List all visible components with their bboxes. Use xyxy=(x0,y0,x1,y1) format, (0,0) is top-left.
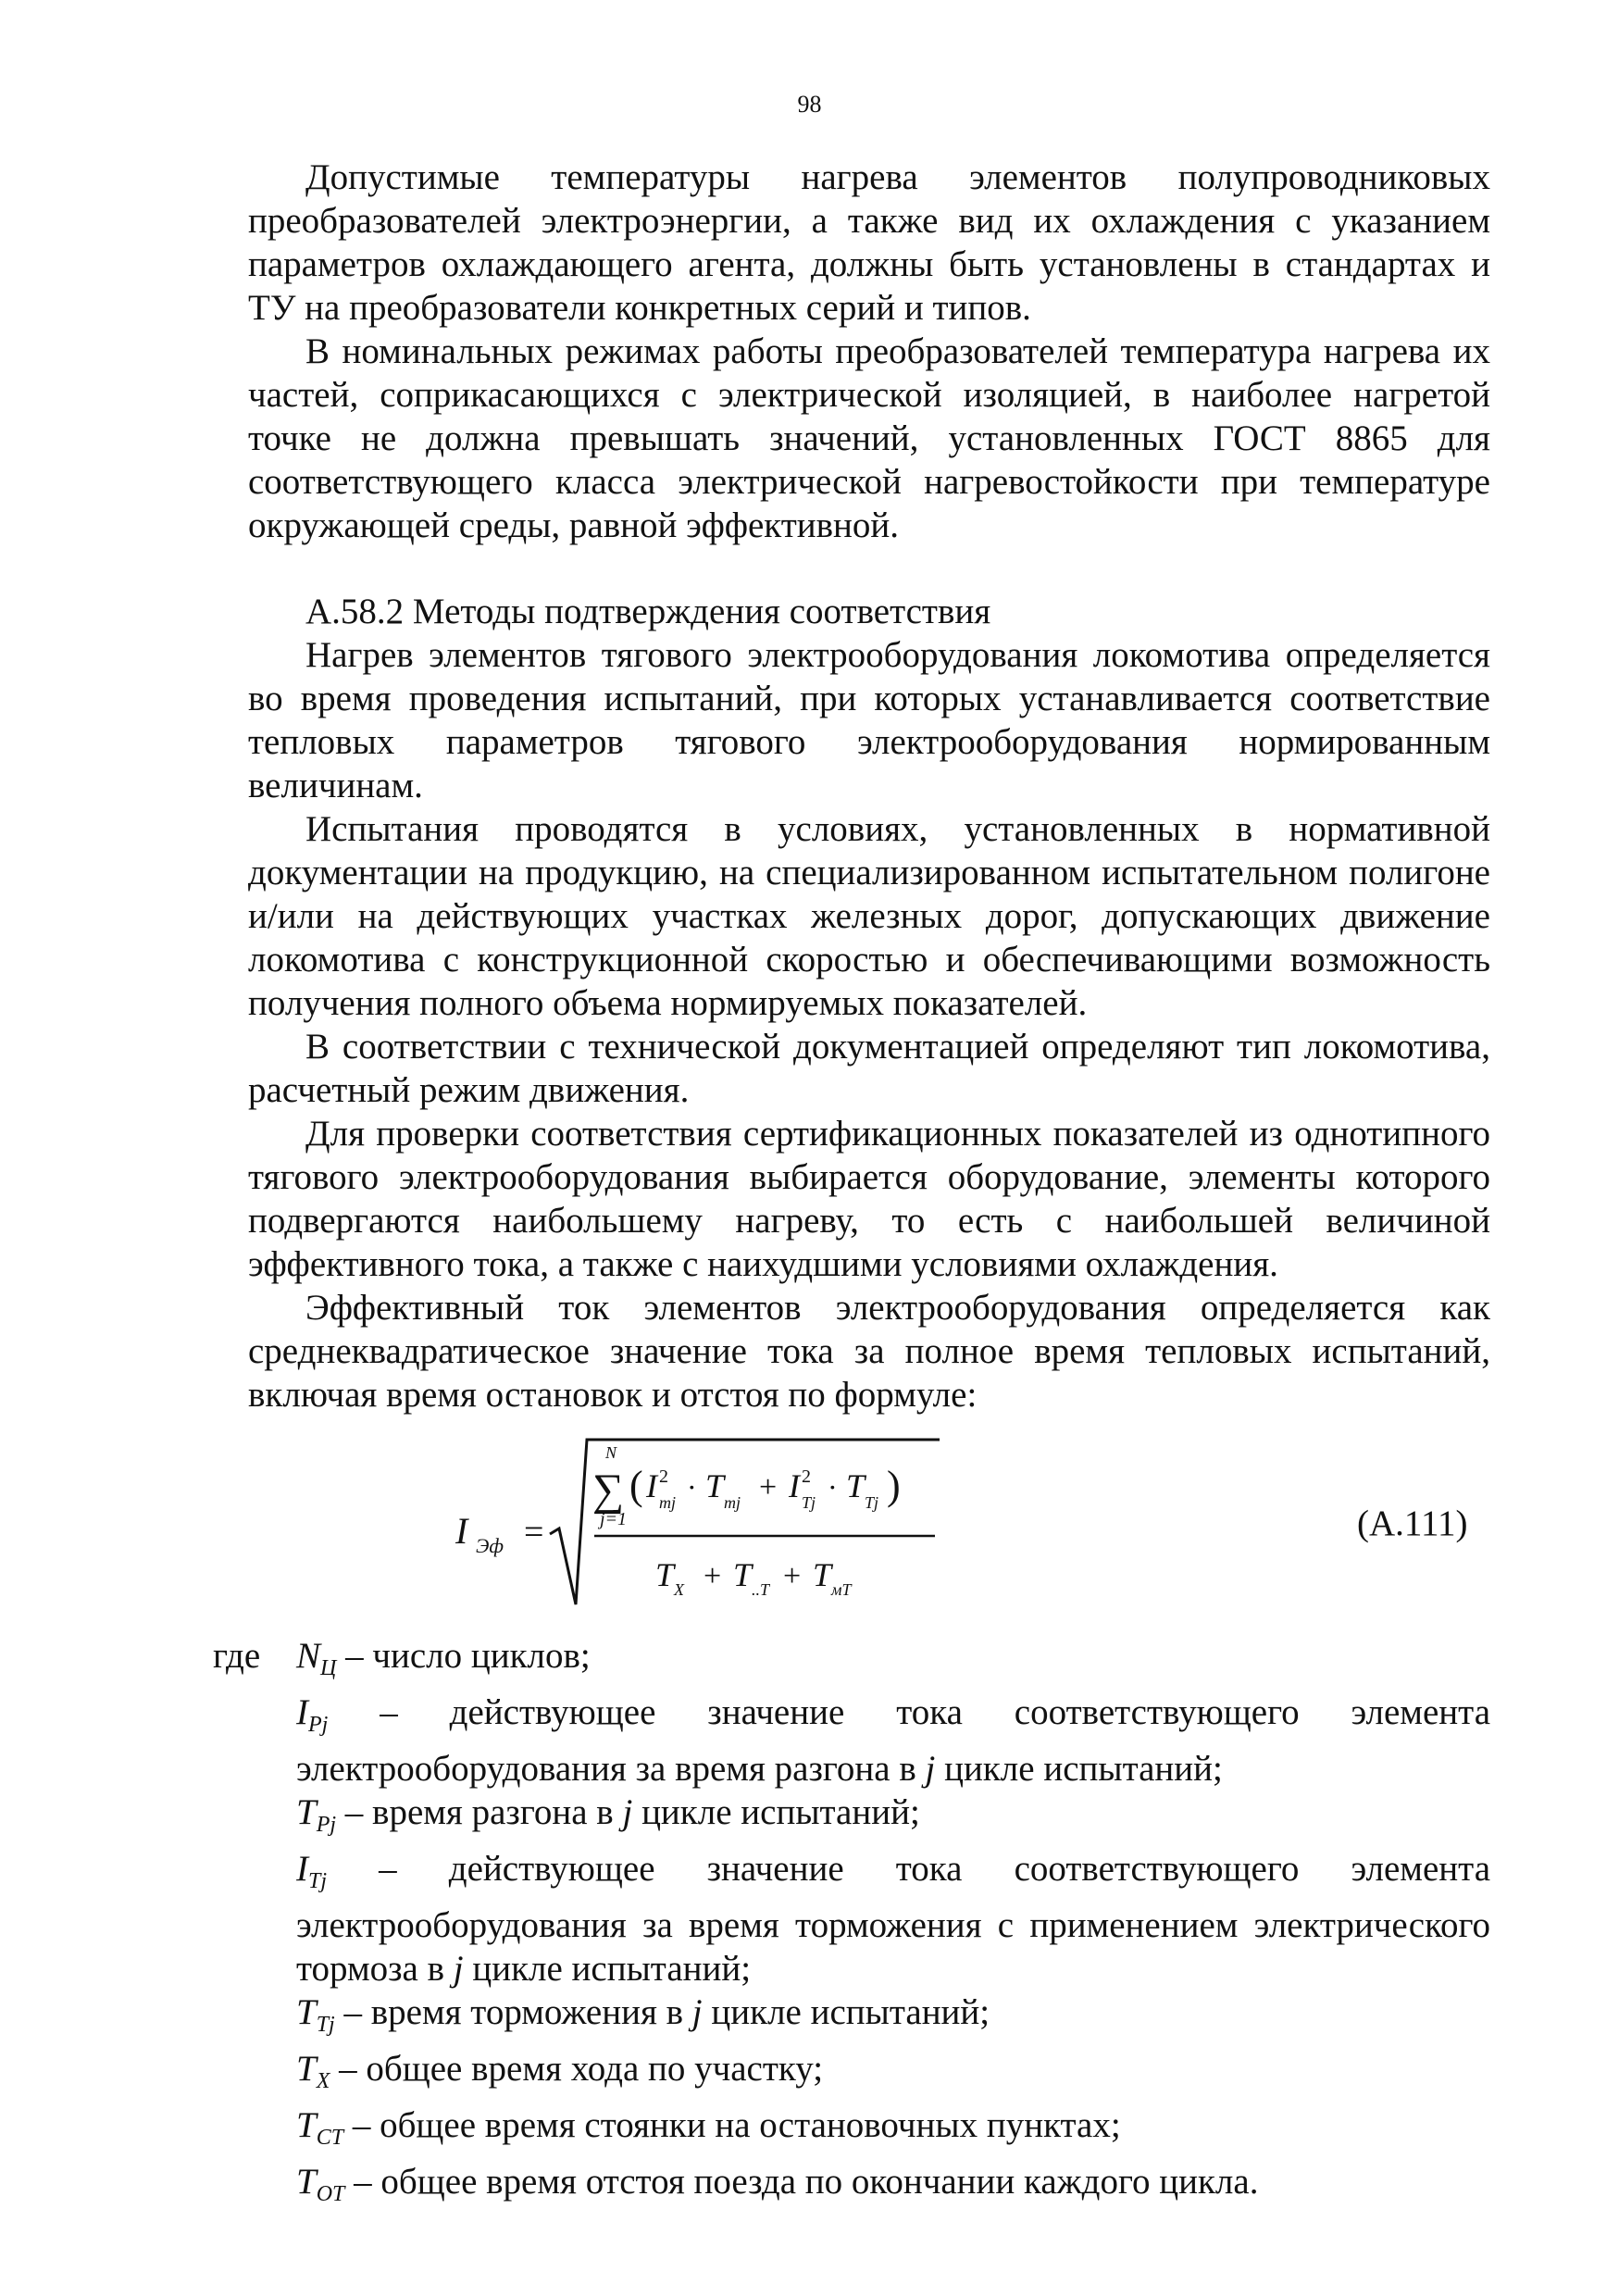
definition-text: – общее время отстоя поезда по окончании каждого цикла. xyxy=(344,2162,1259,2202)
definition-text: – время торможения в xyxy=(334,1992,692,2032)
definition-text: – время разгона в xyxy=(336,1792,623,1832)
paragraph-locomotive-type: В соответствии с технической документацией определяют тип локомотива, расчетный режим движения. xyxy=(248,1027,1490,1110)
denominator-T3: T xyxy=(813,1556,832,1593)
denominator-plus1: + xyxy=(704,1559,722,1593)
definition-item xyxy=(296,2160,1490,2216)
page-number: 98 xyxy=(797,91,822,118)
definition-subscript: Pj xyxy=(308,1713,329,1737)
numerator-open: ( xyxy=(629,1463,643,1508)
numerator-dot1: · xyxy=(687,1470,697,1504)
definition-text: – общее время стоянки на остановочных пунктах; xyxy=(343,2105,1121,2145)
numerator-I2-sub: Tj xyxy=(802,1493,816,1512)
definition-symbol: T xyxy=(296,1992,317,2032)
paragraph-temperature-limits: Допустимые температуры нагрева элементов полупроводниковых преобразователей электроэнергии, а также вид их охлаждения с указанием параметров охлаждающего агента, должны быть установлены в стандартах и ТУ на преобразователи конкретных серий и типов. xyxy=(248,157,1490,328)
definition-symbol: N xyxy=(296,1636,321,1676)
denominator-T2: T xyxy=(733,1556,753,1593)
numerator-close: ) xyxy=(887,1463,901,1508)
formula-lhs: I xyxy=(455,1510,468,1552)
numerator-T2: T xyxy=(846,1467,866,1504)
definition-index: j xyxy=(622,1792,633,1832)
definition-item xyxy=(296,1791,1490,1847)
numerator-I1-sup: 2 xyxy=(659,1466,668,1487)
definition-symbol: T xyxy=(296,2105,317,2145)
numerator-plus: + xyxy=(759,1470,778,1504)
definition-subscript: Ц xyxy=(320,1656,337,1680)
definition-tail: цикле испытаний; xyxy=(702,1992,990,2032)
definition-item xyxy=(296,1634,1490,1691)
numerator-I1: I xyxy=(646,1467,657,1504)
denominator-T2-sub: ..T xyxy=(752,1580,770,1599)
definition-item xyxy=(296,1691,1490,1791)
definition-symbol: I xyxy=(296,1849,308,1889)
definition-subscript: Pj xyxy=(316,1813,337,1837)
definition-tail: цикле испытаний; xyxy=(935,1749,1223,1789)
denominator-T1: T xyxy=(655,1556,675,1593)
definition-symbol: T xyxy=(296,1792,317,1832)
definition-index: j xyxy=(453,1949,464,1989)
definition-symbol: I xyxy=(296,1692,308,1732)
sum-lower: j=1 xyxy=(600,1509,628,1529)
definition-text: – общее время хода по участку; xyxy=(330,2049,824,2089)
formula-number: (А.111) xyxy=(1357,1504,1468,1543)
numerator-T1: T xyxy=(705,1467,725,1504)
numerator-T2-sub: Tj xyxy=(865,1493,879,1512)
definition-item xyxy=(296,2103,1490,2160)
definition-subscript: CT xyxy=(316,2126,344,2150)
numerator-dot2: · xyxy=(828,1470,838,1504)
sum-sign: ∑ xyxy=(592,1466,625,1515)
formula-graphic xyxy=(444,1430,963,1616)
where-label: где xyxy=(213,1636,261,1676)
definition-subscript: Tj xyxy=(308,1869,328,1893)
paragraph-equipment-selection: Для проверки соответствия сертификационных показателей из однотипного тягового электрооборудования выбирается оборудование, элементы которого подвергаются наибольшему нагреву, то есть с наибольшей величиной эффективного тока, а также с наихудшими условиями охлаждения. xyxy=(248,1114,1490,1284)
numerator-I2-sup: 2 xyxy=(802,1466,811,1487)
definition-text: – число циклов; xyxy=(336,1636,591,1676)
definition-subscript: OT xyxy=(316,2182,345,2206)
definition-index: j xyxy=(925,1749,936,1789)
definition-subscript: X xyxy=(316,2069,330,2093)
definition-text: – действующее значение тока соответствующего элемента электрооборудования за время торможения с применением электрического тормоза в xyxy=(296,1849,1490,1989)
definition-item xyxy=(296,2047,1490,2103)
denominator-T3-sub: мT xyxy=(831,1580,852,1599)
definition-tail: цикле испытаний; xyxy=(463,1949,752,1989)
definition-symbol: T xyxy=(296,2162,317,2202)
paragraph-effective-current: Эффективный ток элементов электрооборудования определяется как среднеквадратическое значение тока за полное время тепловых испытаний, включая время остановок и отстоя по формуле: xyxy=(248,1288,1490,1415)
definition-item xyxy=(296,1847,1490,1990)
definition-tail: цикле испытаний; xyxy=(632,1792,920,1832)
denominator-plus2: + xyxy=(783,1559,802,1593)
section-heading: А.58.2 Методы подтверждения соответствия xyxy=(305,592,991,631)
paragraph-test-conditions: Испытания проводятся в условиях, установленных в нормативной документации на продукцию, на специализированном испытательном полигоне и/или на действующих участках железных дорог, допускающих движение локомотива с конструкционной скоростью и обеспечивающими возможность получения полного объема нормируемых показателей. xyxy=(248,809,1490,1023)
definition-index: j xyxy=(691,1992,703,2032)
sum-upper: N xyxy=(605,1443,617,1462)
definition-subscript: Tj xyxy=(316,2013,335,2037)
formula-a111 xyxy=(444,1430,963,1616)
definition-symbol: T xyxy=(296,2049,317,2089)
definitions-list xyxy=(296,1634,1490,2216)
numerator-T1-sub: mj xyxy=(724,1493,741,1512)
definition-text: – действующее значение тока соответствующего элемента электрооборудования за время разгона в xyxy=(296,1692,1490,1789)
formula-equals: = xyxy=(524,1513,544,1552)
numerator-I1-sub: mj xyxy=(659,1493,676,1512)
paragraph-nominal-modes: В номинальных режимах работы преобразователей температура нагрева их частей, соприкасающихся с электрической изоляцией, в наиболее нагретой точке не должна превышать значений, установленных ГОСТ 8865 для соответствующего класса электрической нагревостойкости при температуре окружающей среды, равной эффективной. xyxy=(248,331,1490,545)
paragraph-heating-test: Нагрев элементов тягового электрооборудования локомотива определяется во время проведения испытаний, при которых устанавливается соответствие тепловых параметров тягового электрооборудования нормированным величинам. xyxy=(248,635,1490,805)
formula-lhs-sub: Эф xyxy=(476,1534,504,1557)
definition-item xyxy=(296,1990,1490,2047)
denominator-T1-sub: X xyxy=(674,1580,684,1599)
numerator-I2: I xyxy=(789,1467,800,1504)
